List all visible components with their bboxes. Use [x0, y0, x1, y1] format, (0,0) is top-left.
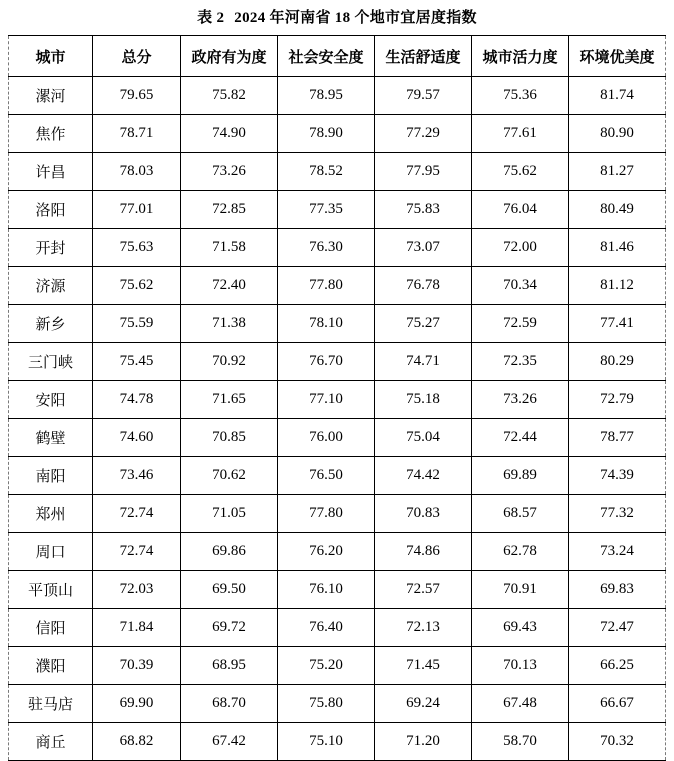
- cell-city: 周口: [9, 533, 93, 571]
- cell-city: 南阳: [9, 457, 93, 495]
- cell-total: 72.03: [93, 571, 181, 609]
- cell-city: 开封: [9, 229, 93, 267]
- cell-vitality: 72.00: [472, 229, 569, 267]
- cell-government: 75.82: [181, 77, 278, 115]
- cell-safety: 76.20: [278, 533, 375, 571]
- cell-city: 济源: [9, 267, 93, 305]
- cell-government: 70.62: [181, 457, 278, 495]
- cell-safety: 77.80: [278, 495, 375, 533]
- cell-safety: 75.20: [278, 647, 375, 685]
- cell-government: 68.95: [181, 647, 278, 685]
- cell-comfort: 77.95: [375, 153, 472, 191]
- table-row: [9, 647, 666, 685]
- cell-comfort: 72.13: [375, 609, 472, 647]
- table-row: [9, 305, 666, 343]
- cell-city: 平顶山: [9, 571, 93, 609]
- cell-total: 72.74: [93, 533, 181, 571]
- cell-city: 许昌: [9, 153, 93, 191]
- cell-total: 79.65: [93, 77, 181, 115]
- table-row: [9, 419, 666, 457]
- cell-government: 67.42: [181, 723, 278, 761]
- table-row: [9, 115, 666, 153]
- table-row: [9, 191, 666, 229]
- cell-safety: 75.10: [278, 723, 375, 761]
- cell-government: 74.90: [181, 115, 278, 153]
- cell-comfort: 69.24: [375, 685, 472, 723]
- cell-vitality: 75.36: [472, 77, 569, 115]
- table-row: [9, 267, 666, 305]
- cell-environment: 72.79: [569, 381, 666, 419]
- cell-comfort: 74.71: [375, 343, 472, 381]
- cell-government: 68.70: [181, 685, 278, 723]
- cell-total: 77.01: [93, 191, 181, 229]
- cell-comfort: 75.04: [375, 419, 472, 457]
- cell-environment: 69.83: [569, 571, 666, 609]
- cell-government: 70.92: [181, 343, 278, 381]
- cell-environment: 70.32: [569, 723, 666, 761]
- table-row: [9, 229, 666, 267]
- cell-government: 72.40: [181, 267, 278, 305]
- cell-government: 71.38: [181, 305, 278, 343]
- cell-safety: 78.52: [278, 153, 375, 191]
- cell-comfort: 75.83: [375, 191, 472, 229]
- cell-government: 71.65: [181, 381, 278, 419]
- cell-total: 71.84: [93, 609, 181, 647]
- table-row: [9, 571, 666, 609]
- table-row: [9, 343, 666, 381]
- cell-environment: 77.32: [569, 495, 666, 533]
- cell-environment: 81.12: [569, 267, 666, 305]
- cell-vitality: 72.59: [472, 305, 569, 343]
- cell-government: 69.50: [181, 571, 278, 609]
- cell-safety: 78.10: [278, 305, 375, 343]
- cell-comfort: 70.83: [375, 495, 472, 533]
- table-row: [9, 723, 666, 761]
- cell-safety: 76.10: [278, 571, 375, 609]
- livability-index-table: [8, 35, 666, 761]
- cell-environment: 72.47: [569, 609, 666, 647]
- cell-government: 69.72: [181, 609, 278, 647]
- table-row: [9, 533, 666, 571]
- cell-comfort: 75.27: [375, 305, 472, 343]
- cell-environment: 77.41: [569, 305, 666, 343]
- cell-environment: 81.74: [569, 77, 666, 115]
- cell-comfort: 71.20: [375, 723, 472, 761]
- cell-vitality: 72.35: [472, 343, 569, 381]
- cell-total: 68.82: [93, 723, 181, 761]
- cell-government: 69.86: [181, 533, 278, 571]
- cell-total: 72.74: [93, 495, 181, 533]
- cell-comfort: 74.86: [375, 533, 472, 571]
- cell-comfort: 72.57: [375, 571, 472, 609]
- cell-government: 70.85: [181, 419, 278, 457]
- cell-city: 濮阳: [9, 647, 93, 685]
- cell-city: 焦作: [9, 115, 93, 153]
- cell-comfort: 74.42: [375, 457, 472, 495]
- cell-comfort: 71.45: [375, 647, 472, 685]
- cell-total: 74.78: [93, 381, 181, 419]
- column-header-total: 总分: [93, 36, 181, 77]
- cell-city: 安阳: [9, 381, 93, 419]
- cell-total: 69.90: [93, 685, 181, 723]
- cell-government: 71.58: [181, 229, 278, 267]
- cell-comfort: 75.18: [375, 381, 472, 419]
- cell-total: 78.03: [93, 153, 181, 191]
- cell-vitality: 58.70: [472, 723, 569, 761]
- table-row: [9, 685, 666, 723]
- cell-city: 漯河: [9, 77, 93, 115]
- cell-safety: 76.00: [278, 419, 375, 457]
- table-caption: [0, 0, 674, 35]
- cell-vitality: 73.26: [472, 381, 569, 419]
- cell-city: 郑州: [9, 495, 93, 533]
- cell-vitality: 72.44: [472, 419, 569, 457]
- cell-environment: 66.25: [569, 647, 666, 685]
- table-row: [9, 77, 666, 115]
- cell-vitality: 69.43: [472, 609, 569, 647]
- cell-comfort: 77.29: [375, 115, 472, 153]
- column-header-safety: 社会安全度: [278, 36, 375, 77]
- table-row: [9, 457, 666, 495]
- cell-safety: 77.80: [278, 267, 375, 305]
- cell-vitality: 68.57: [472, 495, 569, 533]
- cell-safety: 78.90: [278, 115, 375, 153]
- cell-vitality: 76.04: [472, 191, 569, 229]
- cell-vitality: 77.61: [472, 115, 569, 153]
- column-header-vitality: 城市活力度: [472, 36, 569, 77]
- cell-comfort: 73.07: [375, 229, 472, 267]
- cell-vitality: 70.91: [472, 571, 569, 609]
- cell-vitality: 70.34: [472, 267, 569, 305]
- cell-city: 信阳: [9, 609, 93, 647]
- cell-safety: 77.10: [278, 381, 375, 419]
- cell-total: 75.62: [93, 267, 181, 305]
- cell-city: 新乡: [9, 305, 93, 343]
- column-header-city: 城市: [9, 36, 93, 77]
- cell-vitality: 70.13: [472, 647, 569, 685]
- cell-safety: 75.80: [278, 685, 375, 723]
- cell-total: 74.60: [93, 419, 181, 457]
- cell-city: 鹤壁: [9, 419, 93, 457]
- cell-environment: 73.24: [569, 533, 666, 571]
- cell-environment: 66.67: [569, 685, 666, 723]
- cell-safety: 76.40: [278, 609, 375, 647]
- cell-government: 73.26: [181, 153, 278, 191]
- column-header-environment: 环境优美度: [569, 36, 666, 77]
- cell-vitality: 69.89: [472, 457, 569, 495]
- cell-government: 72.85: [181, 191, 278, 229]
- cell-environment: 80.90: [569, 115, 666, 153]
- table-row: [9, 381, 666, 419]
- table-row: [9, 495, 666, 533]
- cell-environment: 81.27: [569, 153, 666, 191]
- cell-comfort: 79.57: [375, 77, 472, 115]
- cell-environment: 74.39: [569, 457, 666, 495]
- column-header-government: 政府有为度: [181, 36, 278, 77]
- table-row: [9, 153, 666, 191]
- cell-city: 驻马店: [9, 685, 93, 723]
- cell-environment: 80.49: [569, 191, 666, 229]
- column-header-comfort: 生活舒适度: [375, 36, 472, 77]
- cell-comfort: 76.78: [375, 267, 472, 305]
- cell-total: 73.46: [93, 457, 181, 495]
- table-caption-label: 表 2: [197, 10, 225, 26]
- table-header-row: [9, 36, 666, 77]
- cell-vitality: 75.62: [472, 153, 569, 191]
- table-caption-title: 2024 年河南省 18 个地市宜居度指数: [234, 10, 477, 26]
- cell-city: 商丘: [9, 723, 93, 761]
- cell-city: 三门峡: [9, 343, 93, 381]
- cell-total: 75.63: [93, 229, 181, 267]
- cell-safety: 76.50: [278, 457, 375, 495]
- cell-vitality: 67.48: [472, 685, 569, 723]
- cell-environment: 80.29: [569, 343, 666, 381]
- cell-total: 75.59: [93, 305, 181, 343]
- cell-vitality: 62.78: [472, 533, 569, 571]
- cell-government: 71.05: [181, 495, 278, 533]
- cell-safety: 77.35: [278, 191, 375, 229]
- cell-safety: 78.95: [278, 77, 375, 115]
- cell-city: 洛阳: [9, 191, 93, 229]
- cell-environment: 81.46: [569, 229, 666, 267]
- cell-total: 70.39: [93, 647, 181, 685]
- cell-safety: 76.30: [278, 229, 375, 267]
- cell-total: 78.71: [93, 115, 181, 153]
- table-row: [9, 609, 666, 647]
- cell-environment: 78.77: [569, 419, 666, 457]
- cell-safety: 76.70: [278, 343, 375, 381]
- cell-total: 75.45: [93, 343, 181, 381]
